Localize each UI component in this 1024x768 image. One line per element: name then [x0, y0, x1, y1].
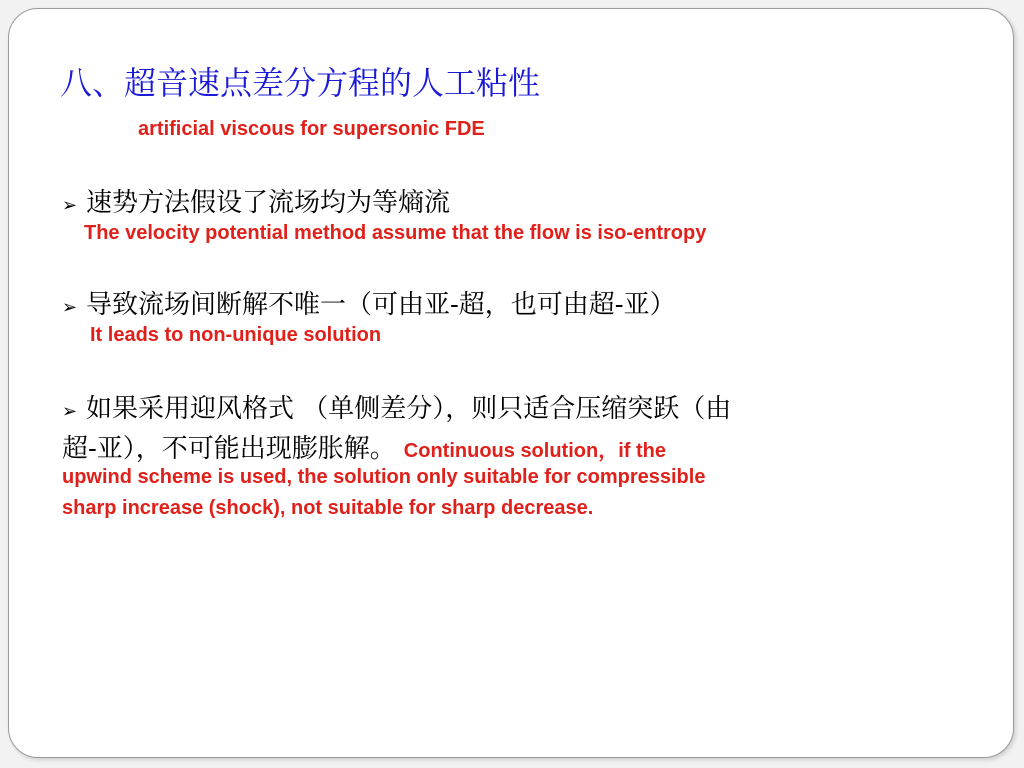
- bullet-2-chinese: 导致流场间断解不唯一（可由亚-超，也可由超-亚）: [86, 290, 676, 320]
- arrow-bullet-icon: ➢: [62, 297, 78, 318]
- bullet-2-english: It leads to non-unique solution: [90, 324, 382, 346]
- arrow-bullet-icon: ➢: [62, 195, 78, 216]
- slide-title: 八、超音速点差分方程的人工粘性: [60, 64, 541, 102]
- arrow-bullet-icon: ➢: [62, 401, 78, 422]
- bullet-3: [62, 388, 731, 425]
- bullet-1-chinese: 速势方法假设了流场均为等熵流: [86, 188, 451, 218]
- slide-subtitle: artificial viscous for supersonic FDE: [138, 118, 485, 140]
- bullet-1-english: The velocity potential method assume that the flow is iso-entropy: [84, 222, 707, 244]
- bullet-2: [62, 284, 676, 321]
- bullet-3-chinese-line-1: 如果采用迎风格式 （单侧差分），则只适合压缩突跃（由: [86, 394, 732, 424]
- bullet-3-english-line-1: Continuous solution，if the: [403, 440, 666, 462]
- bullet-3-chinese-line-2: 超-亚），不可能出现膨胀解。: [62, 434, 396, 464]
- bullet-3-english-line-3: sharp increase (shock), not suitable for sharp decrease.: [62, 497, 594, 519]
- bullet-1: [62, 182, 450, 219]
- bullet-3-line-2: [62, 428, 666, 465]
- bullet-3-english-line-2: upwind scheme is used, the solution only suitable for compressible: [62, 466, 706, 488]
